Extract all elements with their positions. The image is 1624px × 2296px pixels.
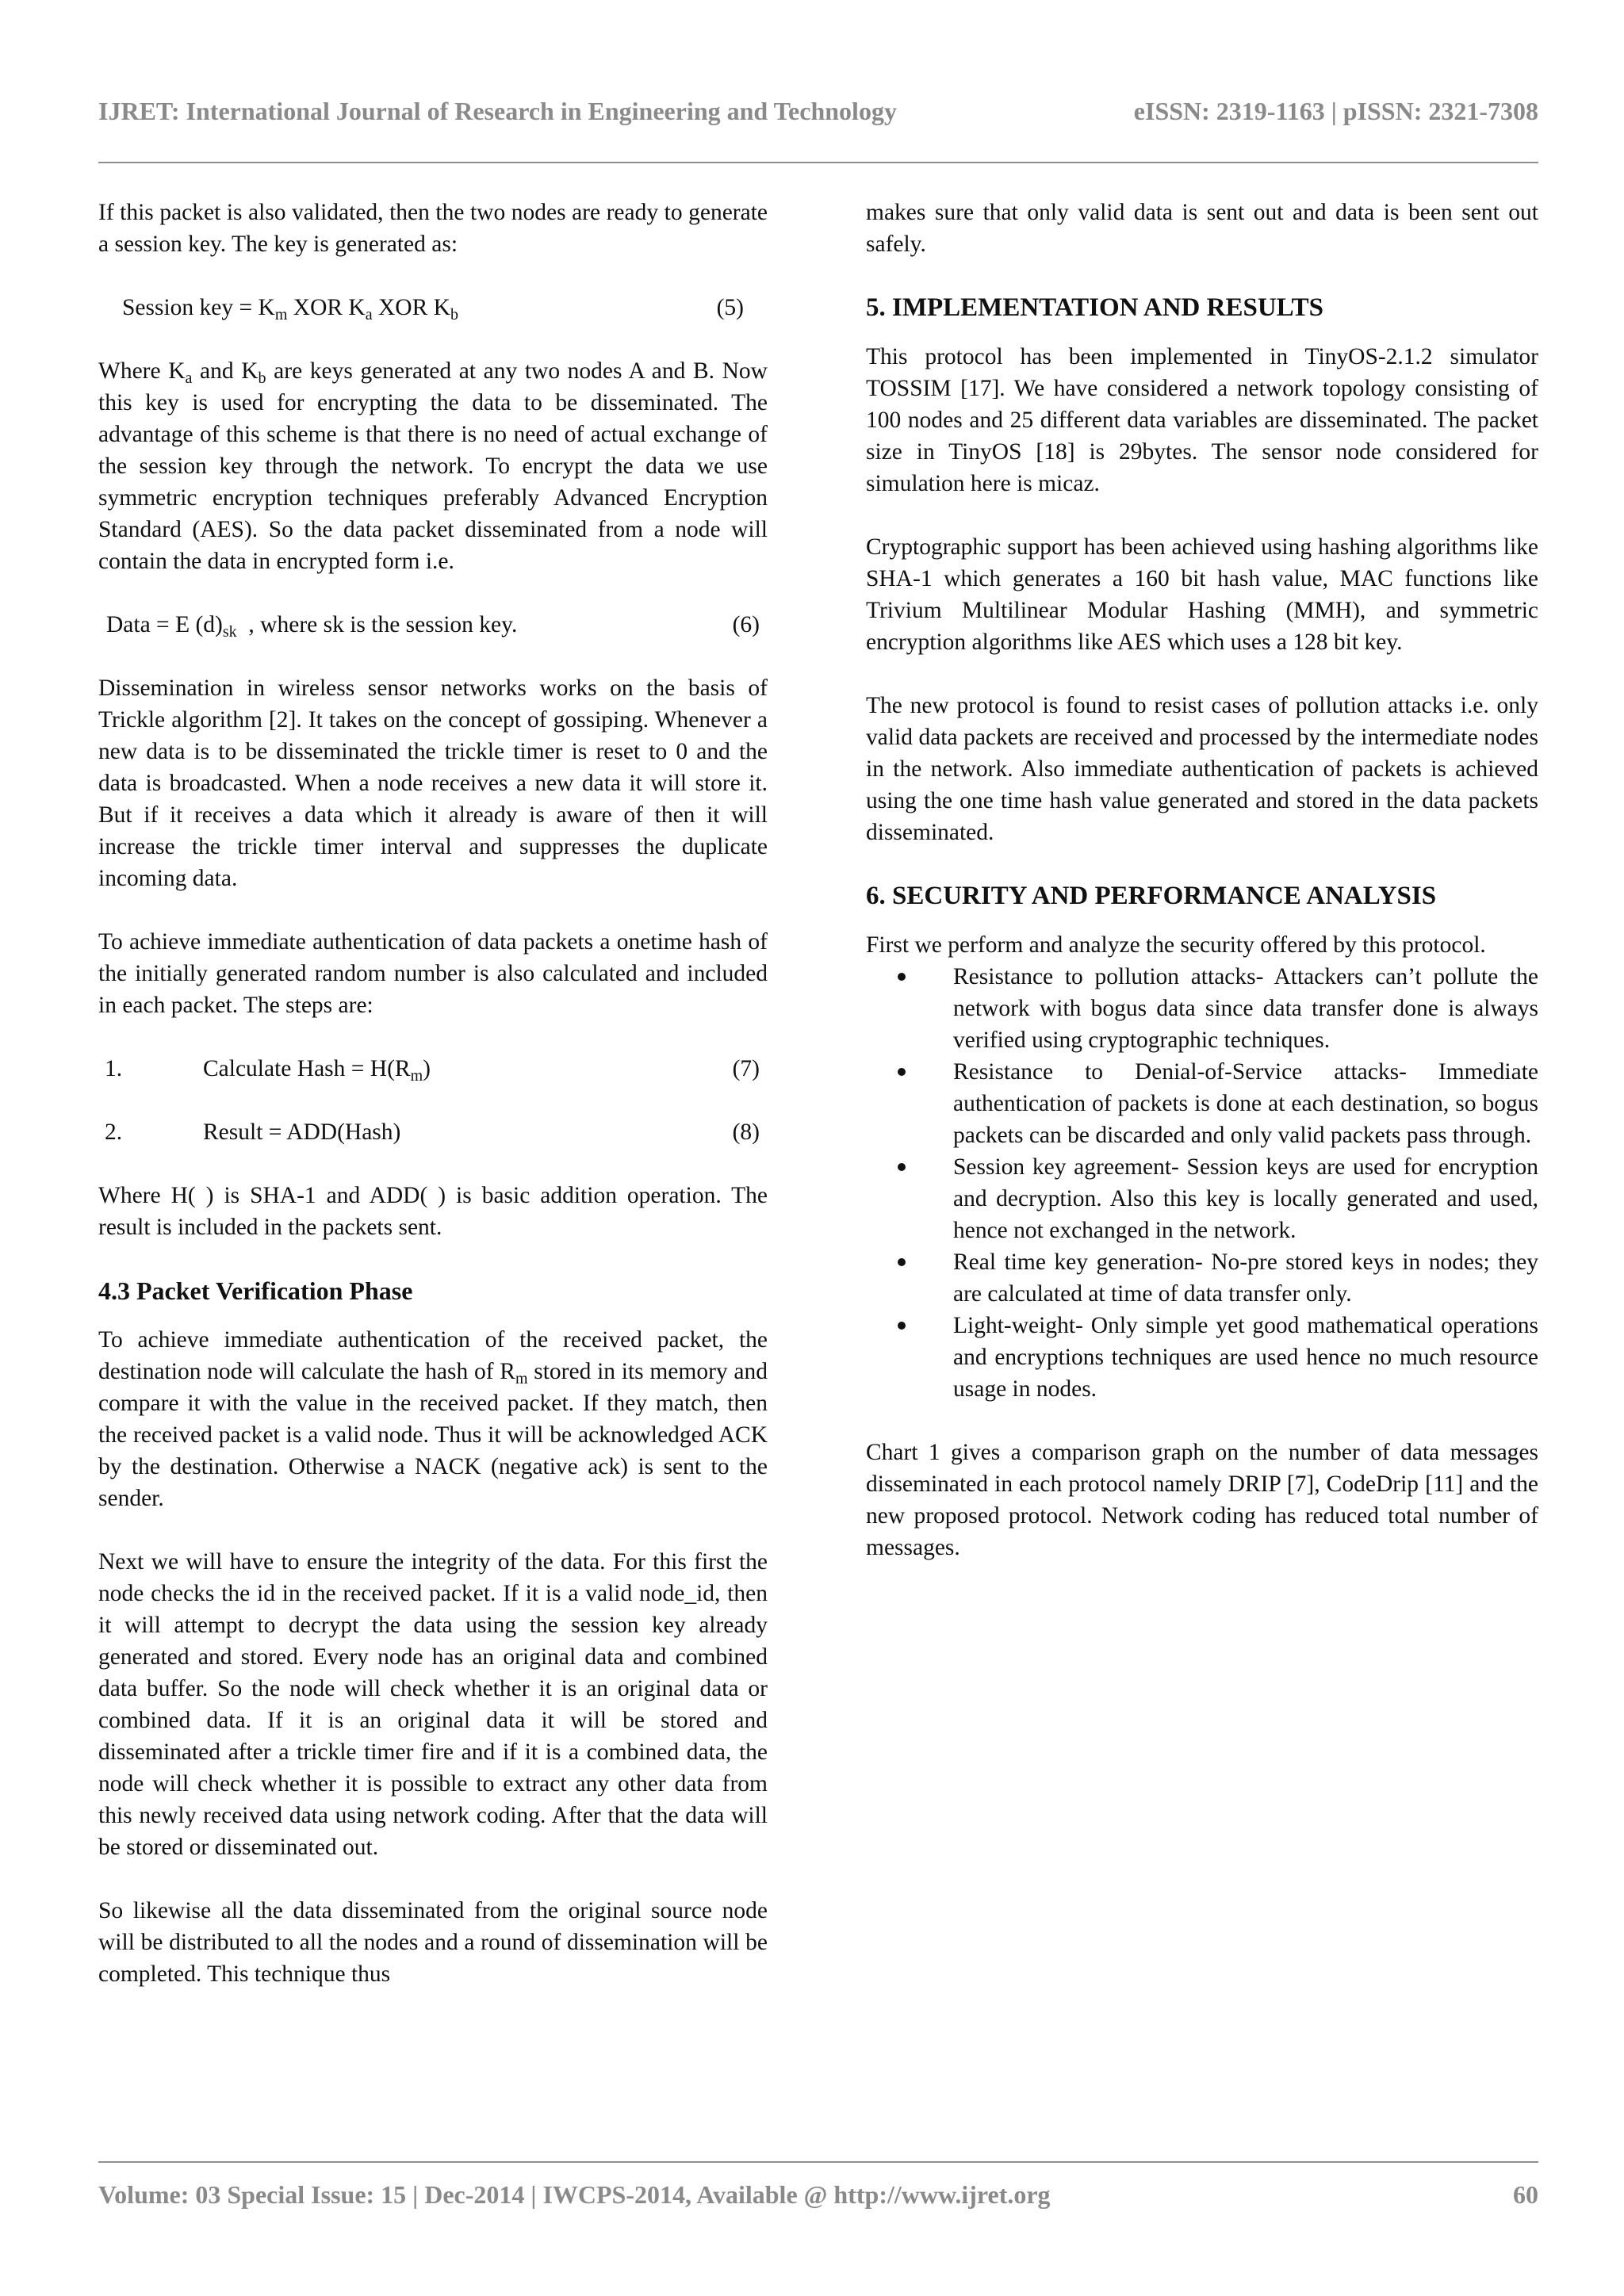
list-item: Resistance to pollution attacks- Attackers can’t pollute the network with bogus data since data transfer done is always verified using cryptographic techniques.	[866, 961, 1538, 1056]
step-formula: Result = ADD(Hash)	[203, 1119, 401, 1145]
paragraph: Next we will have to ensure the integrity of the data. For this first the node checks the id in the received packet. If it is a valid node_id, then it will attempt to decrypt the data using the session key already generated and stored. Every node has an original data and combined data buffer. So the node will check whether it is an original data or combined data. If it is an original data it will be stored and disseminated after a trickle timer fire and if it is a combined data, the node will check whether it is possible to extract any other data from this newly received data using network coding. After that the data will be stored or disseminated out.	[98, 1549, 768, 1860]
paragraph: Where $K_a$ and $K_b$ are keys generated at any two nodes A and B. Now this key is used for encrypting the data to be disseminated. The advantage of this scheme is that there is no need of actual exchange of the session key through the network. To encrypt the data we use symmetric encryption techniques preferably Advanced Encryption Standard (AES). So the data packet disseminated from a node will contain the data in encrypted form i.e.	[98, 358, 768, 574]
equation-number: (8)	[732, 1119, 760, 1145]
equation-number: (7)	[732, 1056, 760, 1081]
step-number: 2.	[105, 1119, 123, 1145]
bullet-icon	[898, 1068, 906, 1076]
paragraph: Chart 1 gives a comparison graph on the number of data messages disseminated in each protocol namely DRIP [7], CodeDrip [11] and the new proposed protocol. Network coding has reduced total number of messages.	[866, 1440, 1538, 1560]
page-footer	[98, 2180, 1538, 2210]
paragraph: The new protocol is found to resist cases of pollution attacks i.e. only valid data packets are received and processed by the intermediate nodes in the network. Also immediate authentication of packets is achieved using the one time hash value generated and stored in the data packets disseminated.	[866, 693, 1538, 845]
list-item: Resistance to Denial-of-Service attacks- Immediate authentication of packets is done at each destination, so bogus packets can be discarded and only valid packets pass through.	[866, 1056, 1538, 1151]
volume-info: Volume: 03 Special Issue: 15 | Dec-2014 | IWCPS-2014, Available @ http://www.ijret.org	[98, 2180, 1051, 2209]
issn-info: eISSN: 2319-1163 | pISSN: 2321-7308	[1133, 97, 1538, 125]
bullet-icon	[898, 973, 906, 981]
equation-body: Session key = $K_m$ XOR $K_a$ XOR $K_b$	[122, 295, 458, 323]
paragraph: Where H( ) is SHA-1 and ADD( ) is basic addition operation. The result is included in the packets sent.	[98, 1183, 768, 1240]
equation-body: Data = E $(d)_{sk}$ , where sk is the session key.	[106, 612, 518, 641]
paragraph: This protocol has been implemented in TinyOS-2.1.2 simulator TOSSIM [17]. We have considered a network topology consisting of 100 nodes and 25 different data variables are disseminated. The packet size in TinyOS [18] is 29bytes. The sensor node considered for simulation here is micaz.	[866, 344, 1538, 496]
security-list	[866, 961, 1538, 1405]
list-item: Session key agreement- Session keys are used for encryption and decryption. Also this key is locally generated and used, hence not exchanged in the network.	[866, 1151, 1538, 1246]
bullet-icon	[898, 1322, 906, 1330]
equation-6	[98, 609, 768, 641]
bullet-icon	[898, 1163, 906, 1171]
paragraph: If this packet is also validated, then the two nodes are ready to generate a session key. The key is generated as:	[98, 200, 768, 257]
paragraph: To achieve immediate authentication of data packets a onetime hash of the initially generated random number is also calculated and included in each packet. The steps are:	[98, 929, 768, 1018]
list-item: Light-weight- Only simple yet good mathematical operations and encryptions techniques are used hence no much resource usage in nodes.	[866, 1310, 1538, 1405]
bullet-icon	[898, 1258, 906, 1266]
section-heading-6: 6. SECURITY AND PERFORMANCE ANALYSIS	[866, 882, 1437, 910]
equation-number: (5)	[716, 295, 744, 320]
paragraph: So likewise all the data disseminated from the original source node will be distributed to all the nodes and a round of dissemination will be completed. This technique thus	[98, 1898, 768, 1987]
paragraph: To achieve immediate authentication of the received packet, the destination node will calculate the hash of $R_m$ stored in its memory and compare it with the value in the received packet. If they match, then the received packet is a valid node. Thus it will be acknowledged ACK by the destination. Otherwise a NACK (negative ack) is sent to the sender.	[98, 1327, 768, 1511]
list-item: Real time key generation- No-pre stored keys in nodes; they are calculated at time of data transfer only.	[866, 1246, 1538, 1310]
section-heading-4-3: 4.3 Packet Verification Phase	[98, 1276, 413, 1305]
step-7	[98, 1053, 768, 1085]
paragraph: Dissemination in wireless sensor networks works on the basis of Trickle algorithm [2]. It takes on the concept of gossiping. Whenever a new data is to be disseminated the trickle timer is reset to 0 and the data is broadcasted. When a node receives a new data it will store it. But if it receives a data which it already is aware of then it will increase the trickle timer interval and suppresses the duplicate incoming data.	[98, 675, 768, 891]
paragraph: Cryptographic support has been achieved using hashing algorithms like SHA-1 which generates a 160 bit hash value, MAC functions like Trivium Multilinear Modular Hashing (MMH), and symmetric encryption algorithms like AES which uses a 128 bit key.	[866, 534, 1538, 655]
footer-rule	[98, 2161, 1538, 2163]
journal-title: IJRET: International Journal of Research in Engineering and Technology	[98, 97, 897, 125]
section-heading-5: 5. IMPLEMENTATION AND RESULTS	[866, 293, 1324, 322]
equation-5	[98, 292, 768, 323]
right-column	[866, 197, 1538, 1595]
paragraph: First we perform and analyze the security offered by this protocol.	[866, 932, 1486, 958]
header-rule	[98, 162, 1538, 163]
left-column	[98, 197, 768, 2022]
step-number: 1.	[105, 1056, 123, 1081]
page-header	[98, 97, 1538, 126]
step-formula: Calculate Hash = $H(R_m)$	[203, 1056, 431, 1085]
page-number: 60	[1513, 2180, 1538, 2209]
step-8	[98, 1116, 768, 1148]
equation-number: (6)	[732, 612, 760, 637]
paragraph: makes sure that only valid data is sent out and data is been sent out safely.	[866, 200, 1538, 257]
